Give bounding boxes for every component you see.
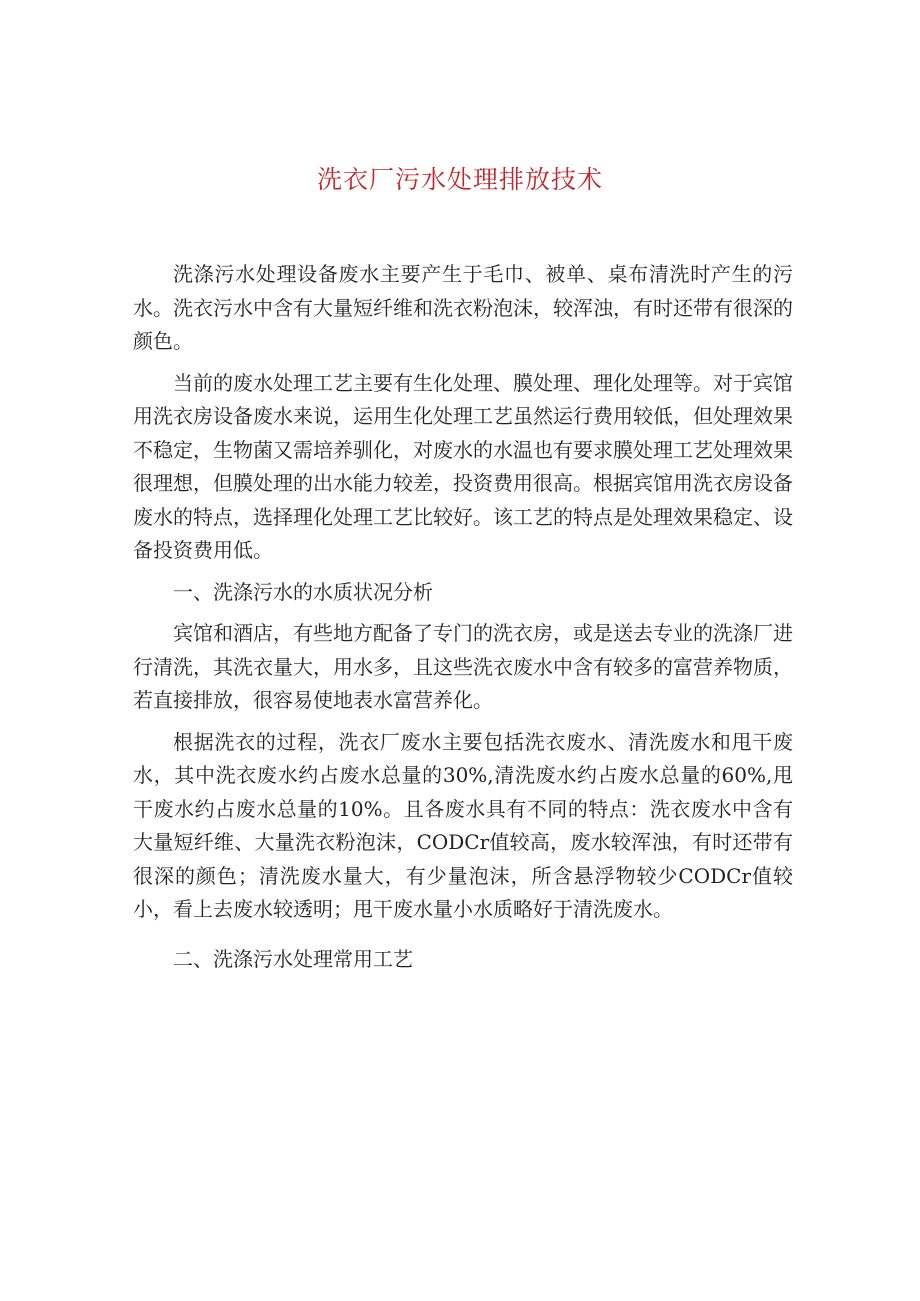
- paragraph-intro: 洗涤污水处理设备废水主要产生于毛巾、被单、桌布清洗时产生的污水。洗衣污水中含有大量短纤维和洗衣粉泡沫，较浑浊，有时还带有很深的颜色。: [133, 262, 793, 353]
- section-heading-2: 二、洗涤污水处理常用工艺: [173, 946, 413, 971]
- paragraph-hotel-laundry: 宾馆和酒店，有些地方配备了专门的洗衣房，或是送去专业的洗涤厂进行清洗，其洗衣量大，用水多，且这些洗衣废水中含有较多的富营养物质，若直接排放，很容易使地表水富营养化。: [133, 621, 793, 712]
- document-title: 洗衣厂污水处理排放技术: [316, 165, 603, 194]
- paragraph-wastewater-composition: 根据洗衣的过程，洗衣厂废水主要包括洗衣废水、清洗废水和甩干废水，其中洗衣废水约占废水总量的30%,清洗废水约占废水总量的60%,甩干废水约占废水总量的10%。且各废水具有不同的特点：洗衣废水中含有大量短纤维、大量洗衣粉泡沫，CODCr值较高，废水较浑浊，有时还带有很深的颜色；清洗废水量大，有少量泡沫，所含悬浮物较少CODCr值较小，看上去废水较透明；甩干废水量小水质略好于清洗废水。: [133, 729, 793, 921]
- paragraph-process-overview: 当前的废水处理工艺主要有生化处理、膜处理、理化处理等。对于宾馆用洗衣房设备废水来说，运用生化处理工艺虽然运行费用较低，但处理效果不稳定，生物菌又需培养驯化，对废水的水温也有要求膜处理工艺处理效果很理想，但膜处理的出水能力较差，投资费用很高。根据宾馆用洗衣房设备废水的特点，选择理化处理工艺比较好。该工艺的特点是处理效果稳定、设备投资费用低。: [133, 370, 793, 562]
- section-heading-1: 一、洗涤污水的水质状况分析: [173, 579, 433, 604]
- document-body: [133, 258, 793, 984]
